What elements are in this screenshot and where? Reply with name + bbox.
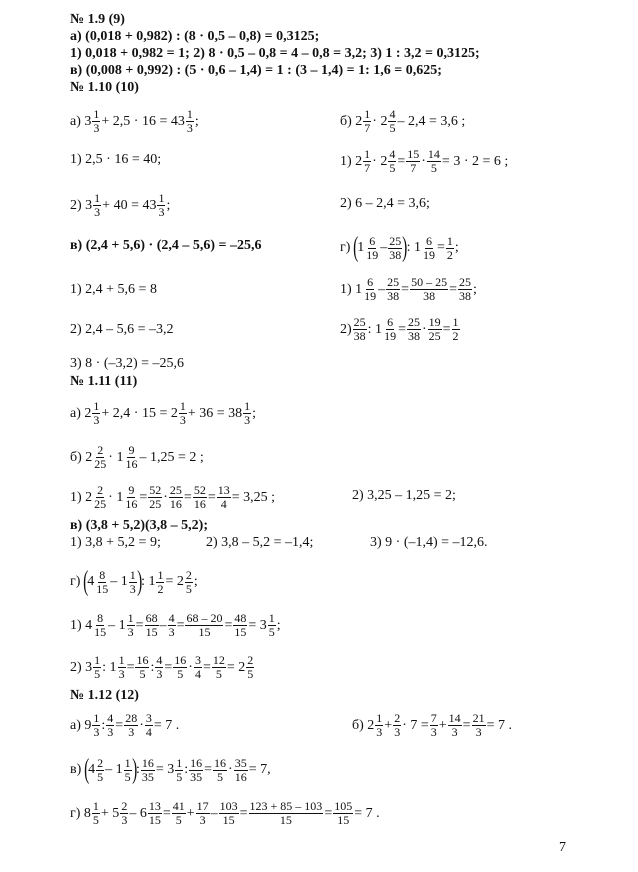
line-1-11-v2: 2) 3,8 – 5,2 = –1,4; (206, 535, 314, 550)
line-1-10-v1: 1) 2,4 + 5,6 = 8 (70, 282, 157, 297)
line-1-11-b1: 1) 2 2 25 · 1 $\frac{9}{16}$ = $\frac{52}{25}$ · $\frac{25}{16}$ = $\frac{52}{16}$ = $\frac{13}{4}$ = 3,25 ; (70, 483, 276, 511)
line-1-12-v: в) ( 4 2 5 – 1 1 5 ) : $\frac{16}{35}$ = 3 1 5 : $\frac{16}{35}$ = $\frac{16}{5}$ · $\frac{35}{16}$ = 7, (70, 754, 271, 785)
line-1-10-a: а) 3 1 3 + 2,5 · 16 = 43 1 3 ; (70, 107, 199, 135)
line-1-12-a: а) 9 1 3 : $\frac{4}{3}$ = $\frac{28}{3}$ · $\frac{3}{4}$ = 7 . (70, 711, 180, 739)
line-1-11-v3: 3) 9 · (–1,4) = –12,6. (370, 535, 488, 550)
line-1-10-g1: 1) 1 6 19 – $\frac{25}{38}$ = $\frac{50 - 25}{38}$ = $\frac{25}{38}$ ; (340, 275, 477, 303)
line-1-11-g2: 2) 3 1 5 : 1 $\frac{1}{3}$ = $\frac{16}{5}$ : $\frac{4}{3}$ = $\frac{16}{5}$ · $\frac{3}{4}$ = $\frac{12}{5}$ = 2 2 5 (70, 653, 254, 681)
line-1-11-g1: 1) 4 8 15 – 1 $\frac{1}{3}$ = $\frac{68}{15}$ – $\frac{4}{3}$ = $\frac{68 - 20}{15}$ = $\frac{48}{15}$ = 3 1 5 ; (70, 611, 281, 639)
line-1-12-g: г) 8 1 5 + 5 2 3 – 6 $\frac{13}{15}$ = $\frac{41}{5}$ + $\frac{17}{3}$ – $\frac{103}{15}$ = $\frac{123 + 85 - 103}{15}$ = $\frac{105}{15}$ = 7 . (70, 799, 380, 827)
line-1-10-a1: 1) 2,5 · 16 = 40; (70, 152, 162, 167)
line-1-11-v1: 1) 3,8 + 5,2 = 9; (70, 535, 161, 550)
page-mark: 7 (559, 840, 566, 855)
line-1-10-b2: 2) 6 – 2,4 = 3,6; (340, 196, 430, 211)
line-1-10-v: в) (2,4 + 5,6) · (2,4 – 5,6) = –25,6 (70, 238, 262, 253)
line-1-11-g: г) ( 4 8 15 – 1 1 3 ) : 1 $\frac{1}{2}$ = 2 2 5 ; (70, 566, 198, 597)
line-1-11-b2: 2) 3,25 – 1,25 = 2; (352, 488, 456, 503)
line-1-10-v2: 2) 2,4 – 5,6 = –3,2 (70, 322, 174, 337)
line-1-11-v: в) (3,8 + 5,2)(3,8 – 5,2); (70, 518, 209, 533)
line-1-10-b1: 1) 2 1 7 · 2 $\frac{4}{5}$ = $\frac{15}{7}$ · $\frac{14}{5}$ = 3 · 2 = 6 ; (340, 147, 509, 175)
problem-title-1-10: № 1.10 (10) (70, 80, 139, 95)
line-1-10-g2: 2) 25 38 : 1 $\frac{6}{19}$ = $\frac{25}{38}$ · $\frac{19}{25}$ = $\frac{1}{2}$ (340, 315, 459, 343)
line-1-9-v: в) (0,008 + 0,992) : (5 · 0,6 – 1,4) = 1 : (3 – 1,4) = 1: 1,6 = 0,625; (70, 63, 442, 78)
line-1-10-v3: 3) 8 · (–3,2) = –25,6 (70, 356, 185, 371)
line-1-10-g: г) ( 1 6 19 – 25 38 ) : 1 $\frac{6}{19}$ = $\frac{1}{2}$ ; (340, 232, 459, 263)
line-1-10-a2: 2) 3 1 3 + 40 = 43 1 3 ; (70, 191, 171, 219)
line-1-12-b: б) 2 1 3 + $\frac{2}{3}$ · 7 = $\frac{7}{3}$ + $\frac{14}{3}$ = $\frac{21}{3}$ = 7 . (352, 711, 512, 739)
problem-title-1-9: № 1.9 (9) (70, 12, 125, 27)
line-1-11-b: б) 2 2 25 · 1 9 16 – 1,25 = 2 ; (70, 443, 204, 471)
line-1-10-b: б) 2 1 7 · 2 4 5 – 2,4 = 3,6 ; (340, 107, 466, 135)
line-1-9-a: а) (0,018 + 0,982) : (8 · 0,5 – 0,8) = 0,3125; (70, 29, 320, 44)
line-1-11-a: а) 2 1 3 + 2,4 · 15 = 2 1 3 + 36 = 38 1 3 ; (70, 399, 257, 427)
line-1-9-steps: 1) 0,018 + 0,982 = 1; 2) 8 · 0,5 – 0,8 = 4 – 0,8 = 3,2; 3) 1 : 3,2 = 0,3125; (70, 46, 480, 61)
problem-title-1-11: № 1.11 (11) (70, 374, 138, 389)
problem-title-1-12: № 1.12 (12) (70, 688, 139, 703)
